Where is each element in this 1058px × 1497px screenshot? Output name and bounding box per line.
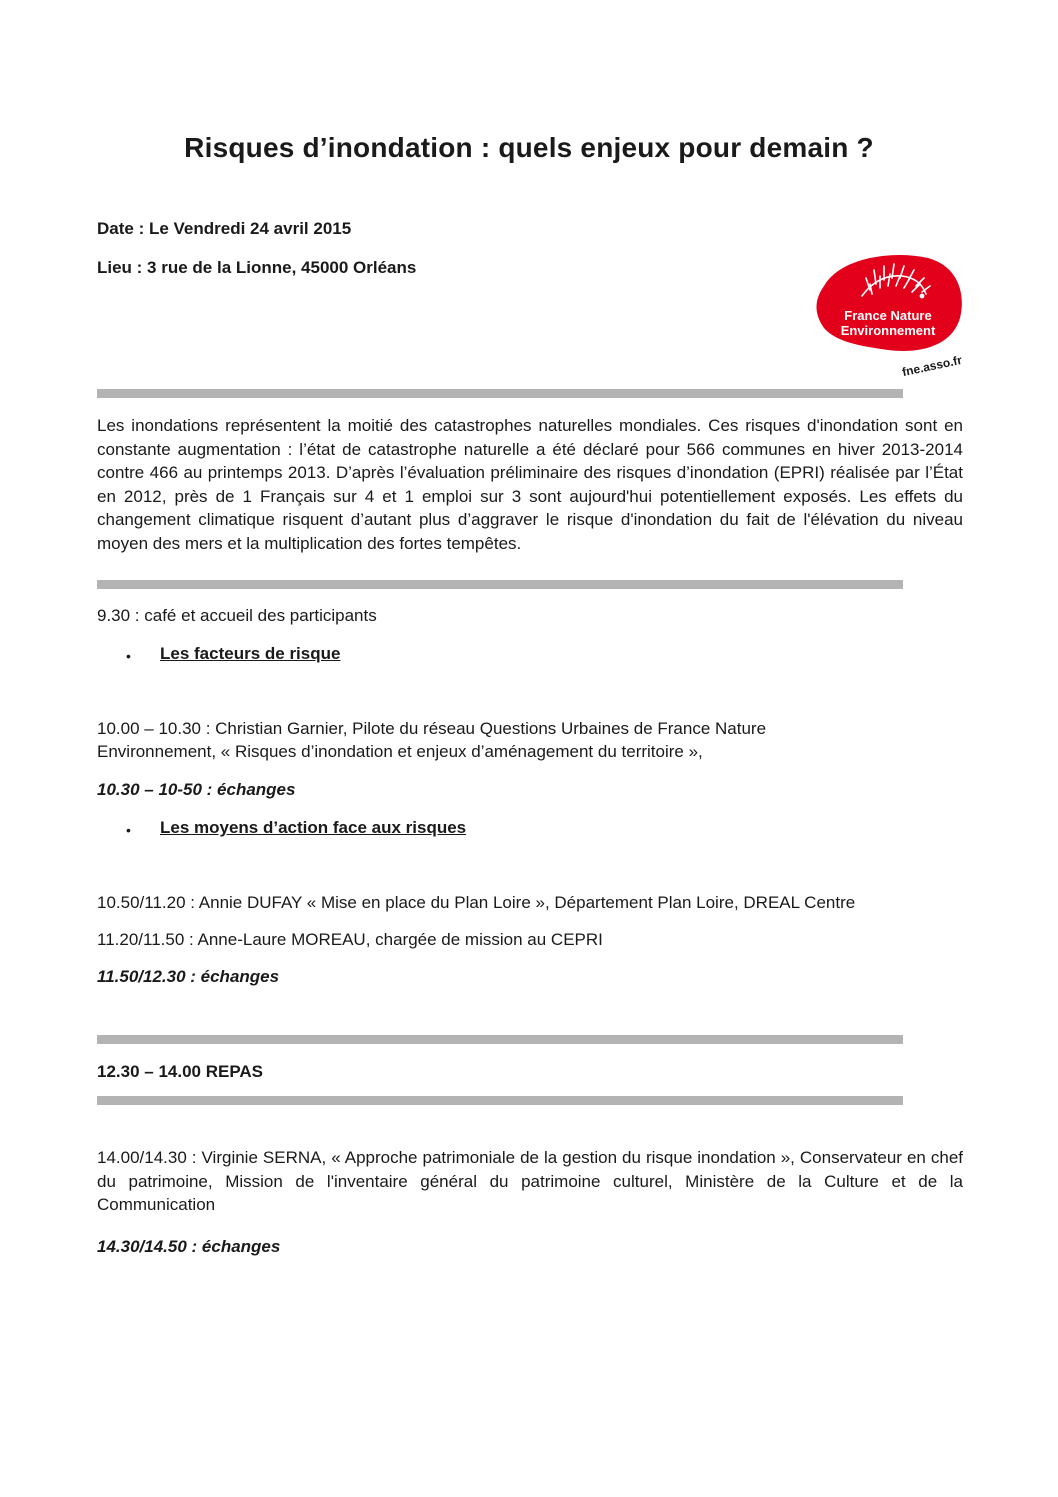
separator-bar [97, 389, 903, 398]
bullet-dot: • [126, 822, 131, 838]
talk-serna: 14.00/14.30 : Virginie SERNA, « Approche patrimoniale de la gestion du risque inondation », Conservateur en chef du patrimoine, Mission de l'inventaire général du patrimoine culturel, Ministère de la Culture et de la Communication [97, 1148, 963, 1214]
exchange-session-1: 10.30 – 10-50 : échanges [97, 780, 296, 799]
lunch-break: 12.30 – 14.00 REPAS [97, 1062, 264, 1081]
separator-bar [97, 1035, 903, 1044]
bullet-dot: • [126, 648, 131, 664]
intro-paragraph: Les inondations représentent la moitié des catastrophes naturelles mondiales. Ces risques d'inondation sont en constante augmentation : l’état de catastrophe naturelle a été déclaré pour 566 communes en hiver 2013-2014 contre 466 au printemps 2013. D’après l’évaluation préliminaire des risques d’inondation (EPRI) réalisée par l’État en 2012, près de 1 Français sur 4 et 1 emploi sur 3 sont aujourd'hui potentiellement exposés. Les effets du changement climatique risquent d’autant plus d’aggraver le risque d'inondation du fait de l'élévation du niveau moyen des mers et la multiplication des fortes tempêtes. [97, 416, 963, 553]
section-heading-action-means: Les moyens d’action face aux risques [160, 818, 467, 837]
document-title: Risques d’inondation : quels enjeux pour demain ? [184, 132, 874, 163]
event-date: Date : Le Vendredi 24 avril 2015 [97, 219, 352, 238]
welcome-line: 9.30 : café et accueil des participants [97, 606, 377, 625]
separator-bar [97, 1096, 903, 1105]
logo-name-line1: France Nature [844, 308, 932, 323]
talk-garnier-line2: Environnement, « Risques d’inondation et enjeux d’aménagement du territoire », [97, 742, 703, 761]
logo-name-line2: Environnement [840, 323, 936, 338]
logo-url: fne.asso.fr [900, 352, 964, 376]
exchange-session-2: 11.50/12.30 : échanges [97, 967, 280, 986]
exchange-session-3: 14.30/14.50 : échanges [97, 1237, 281, 1256]
section-heading-risk-factors: Les facteurs de risque [160, 644, 341, 663]
talk-moreau: 11.20/11.50 : Anne-Laure MOREAU, chargée de mission au CEPRI [97, 930, 603, 949]
talk-dufay: 10.50/11.20 : Annie DUFAY « Mise en place du Plan Loire », Département Plan Loire, DREAL Centre [97, 893, 856, 912]
event-location: Lieu : 3 rue de la Lionne, 45000 Orléans [97, 258, 417, 277]
separator-bar [97, 580, 903, 589]
talk-garnier-line1: 10.00 – 10.30 : Christian Garnier, Pilote du réseau Questions Urbaines de France Nature [97, 719, 767, 738]
fne-logo [810, 246, 975, 376]
